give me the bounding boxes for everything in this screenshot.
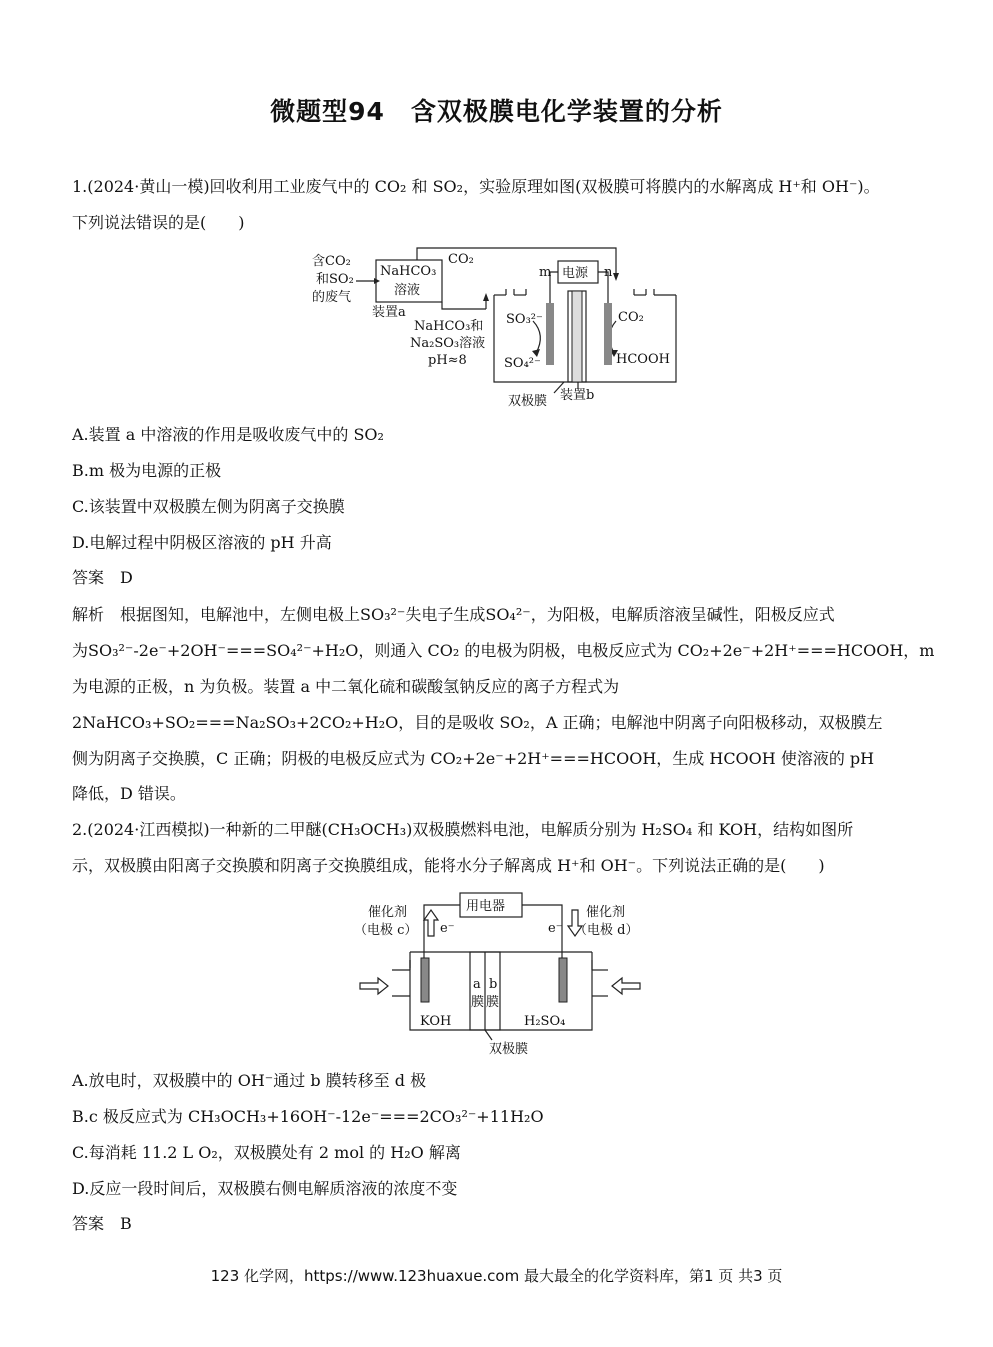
q2-stem-line-1: 2.(2024·江西模拟)一种新的二甲醚(CH₃OCH₃)双极膜燃料电池，电解质分别为 H₂SO₄ 和 KOH，结构如图所: [72, 820, 854, 839]
q1-explanation-line-1: 解析 根据图知，电解池中，左侧电极上SO₃²⁻失电子生成SO₄²⁻，为阳极，电解质溶液呈碱性，阳极反应式: [72, 605, 835, 624]
q2-fig-e-left: e⁻: [440, 921, 455, 936]
q1-fig-co2: CO₂: [448, 252, 474, 267]
q1-explanation-line-6: 降低，D 错误。: [72, 784, 186, 803]
q1-fig-solution-3: pH≈8: [428, 353, 467, 368]
page-title: 微题型94 含双极膜电化学装置的分析: [270, 97, 723, 126]
q2-answer: 答案 B: [72, 1214, 132, 1233]
q2-option-b: B.c 极反应式为 CH₃OCH₃+16OH⁻-12e⁻===2CO₃²⁻+11H₂O: [72, 1107, 544, 1126]
q2-fig-cat-left-1: 催化剂: [368, 905, 408, 920]
q1-fig-power: 电源: [562, 266, 589, 281]
q1-fig-device-a: 装置a: [372, 305, 406, 320]
q2-fig-cat-right-1: 催化剂: [586, 905, 626, 920]
q1-option-a: A.装置 a 中溶液的作用是吸收废气中的 SO₂: [72, 425, 384, 444]
q1-explanation-line-4: 2NaHCO₃+SO₂===Na₂SO₃+2CO₂+H₂O，目的是吸收 SO₂，A 正确；电解池中阴离子向阳极移动，双极膜左: [72, 713, 883, 732]
q1-explanation-line-3: 为电源的正极，n 为负极。装置 a 中二氧化硫和碳酸氢钠反应的离子方程式为: [72, 677, 620, 696]
q2-fig-load: 用电器: [466, 899, 506, 914]
q1-explanation-line-2: 为SO₃²⁻-2e⁻+2OH⁻===SO₄²⁻+H₂O，则通入 CO₂ 的电极为阴极，电极反应式为 CO₂+2e⁻+2H⁺===HCOOH，m: [72, 641, 935, 660]
electrode-d: [559, 958, 567, 1002]
q1-option-c: C.该装置中双极膜左侧为阴离子交换膜: [72, 497, 345, 516]
q2-fig-h2so4: H₂SO₄: [524, 1014, 566, 1029]
q1-answer: 答案 D: [72, 568, 133, 587]
q2-fig-b: b: [489, 977, 498, 992]
q2-option-d: D.反应一段时间后，双极膜右侧电解质溶液的浓度不变: [72, 1179, 458, 1198]
q1-fig-gas-label-2: 和SO₂: [316, 272, 354, 287]
q2-option-c: C.每消耗 11.2 L O₂，双极膜处有 2 mol 的 H₂O 解离: [72, 1143, 461, 1162]
q2-fig-cat-left-2: （电极 c）: [354, 923, 418, 938]
q1-fig-gas-label-1: 含CO₂: [312, 254, 351, 269]
q1-fig-device-b: 装置b: [560, 388, 595, 403]
q1-fig-so4: SO₄²⁻: [504, 356, 541, 371]
anode-electrode: [546, 303, 554, 365]
q2-fig-koh: KOH: [420, 1014, 452, 1029]
q1-fig-membrane: 双极膜: [508, 394, 548, 409]
q2-fig-mem-a: 膜: [471, 995, 485, 1010]
q1-fig-gas-label-3: 的废气: [312, 290, 352, 305]
q1-fig-solution-1: NaHCO₃和: [414, 319, 484, 334]
q1-fig-co2-right: CO₂: [618, 310, 644, 325]
q1-figure: [310, 243, 690, 415]
q2-figure: [352, 888, 648, 1060]
q1-explanation-line-5: 侧为阴离子交换膜，C 正确；阴极的电极反应式为 CO₂+2e⁻+2H⁺===HCOOH，生成 HCOOH 使溶液的 pH: [72, 749, 875, 768]
q1-fig-n: n: [604, 265, 613, 280]
q1-fig-box-label-2: 溶液: [394, 283, 421, 298]
q2-fig-mem-b: 膜: [486, 995, 500, 1010]
q2-fig-cat-right-2: （电极 d）: [574, 923, 639, 938]
q1-fig-m: m: [539, 265, 552, 280]
bipolar-membrane: [572, 291, 582, 382]
q2-option-a: A.放电时，双极膜中的 OH⁻通过 b 膜转移至 d 极: [72, 1071, 427, 1090]
page-footer: 123 化学网，https://www.123huaxue.com 最大最全的化学资料库，第1 页 共3 页: [210, 1267, 783, 1285]
q1-fig-so3: SO₃²⁻: [506, 312, 543, 327]
q1-option-b: B.m 极为电源的正极: [72, 461, 222, 480]
q2-fig-e-right: e⁻: [548, 921, 563, 936]
q1-fig-hcooh: HCOOH: [616, 352, 670, 367]
electrode-c: [421, 958, 429, 1002]
q1-stem-line-2: 下列说法错误的是( ): [72, 213, 245, 232]
q2-stem-line-2: 示，双极膜由阳离子交换膜和阴离子交换膜组成，能将水分子解离成 H⁺和 OH⁻。下列说法正确的是( ): [72, 856, 825, 875]
q1-option-d: D.电解过程中阴极区溶液的 pH 升高: [72, 533, 332, 552]
q2-fig-a: a: [473, 977, 481, 992]
cathode-electrode: [604, 303, 612, 365]
q1-stem-line-1: 1.(2024·黄山一模)回收利用工业废气中的 CO₂ 和 SO₂，实验原理如图(双极膜可将膜内的水解离成 H⁺和 OH⁻)。: [72, 177, 880, 196]
q1-fig-solution-2: Na₂SO₃溶液: [410, 336, 486, 351]
q1-fig-box-label-1: NaHCO₃: [380, 264, 437, 279]
q2-fig-membrane: 双极膜: [489, 1042, 529, 1057]
